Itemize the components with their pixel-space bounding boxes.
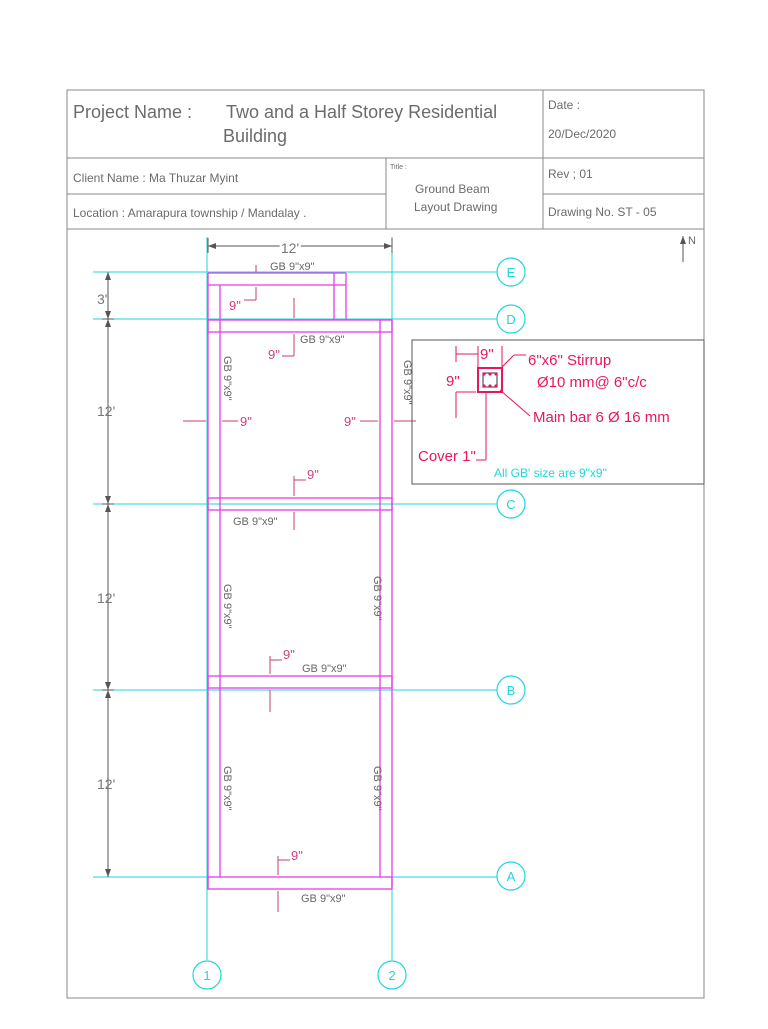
title-block-frame [67, 90, 704, 998]
dim-top-label: 12' [280, 240, 300, 256]
date-value: 20/Dec/2020 [548, 127, 617, 141]
grid-label-A: A [506, 869, 516, 884]
dim-9-3: 9" [240, 414, 252, 429]
grid-bubble-labels [203, 265, 515, 983]
revision: Rev ; 01 [548, 167, 593, 181]
section-width-label: 9" [480, 346, 494, 363]
beam-labels-horizontal [233, 261, 347, 905]
project-name-line2: Building [223, 126, 288, 146]
beam-label-1-DC: GB 9"x9" [221, 356, 233, 401]
stirrup-label: 6"x6" Stirrup [528, 352, 612, 369]
dim-9-2: 9" [268, 347, 280, 362]
section-note: All GB' size are 9"x9" [494, 466, 607, 480]
drawing-number: Drawing No. ST - 05 [548, 205, 657, 219]
north-label: N [688, 235, 696, 247]
dimension-lines [102, 238, 392, 877]
beam-section-detail [412, 340, 704, 484]
section-height-label: 9" [446, 373, 460, 390]
project-label: Project Name : [73, 102, 193, 122]
beam-label-2-BA: GB 9"x9" [371, 766, 383, 811]
stirrup-spacing-label: Ø10 mm@ 6"c/c [537, 374, 647, 391]
dim-left-12a: 12' [97, 403, 116, 419]
beam-label-C: GB 9"x9" [233, 516, 278, 528]
title-label: Title : [390, 164, 407, 171]
dim-9-4: 9" [344, 414, 356, 429]
project-name-line1: Two and a Half Storey Residential [226, 102, 498, 122]
dim-9-5: 9" [307, 467, 319, 482]
client-name: Client Name : Ma Thuzar Myint [73, 171, 239, 185]
drawing-title-line1: Ground Beam [415, 182, 490, 196]
main-bar-label: Main bar 6 Ø 16 mm [533, 409, 670, 426]
grid-label-D: D [506, 312, 516, 327]
dim-left-12b: 12' [97, 590, 116, 606]
beam-label-2-DC: GB 9"x9" [401, 360, 413, 405]
dim-left-3: 3' [97, 291, 108, 307]
grid-bubbles [193, 258, 525, 989]
beam-label-A: GB 9"x9" [301, 893, 346, 905]
grid-label-E: E [506, 265, 516, 280]
beam-label-1-BA: GB 9"x9" [221, 766, 233, 811]
section-outline [478, 368, 502, 392]
beam-label-D: GB 9"x9" [300, 334, 345, 346]
beam-label-E: GB 9"x9" [270, 261, 315, 273]
dim-left-12c: 12' [97, 776, 116, 792]
cover-label: Cover 1" [418, 448, 476, 465]
grid-label-B: B [506, 683, 516, 698]
grid-label-1: 1 [203, 968, 211, 983]
location: Location : Amarapura township / Mandalay . [73, 206, 307, 220]
dimension-arrows [105, 243, 392, 877]
dim-9-6: 9" [283, 647, 295, 662]
dim-9-1: 9" [229, 298, 241, 313]
drawing-title-line2: Layout Drawing [414, 200, 498, 214]
dim-9-7: 9" [291, 848, 303, 863]
beam-label-2-CB: GB 9"x9" [371, 576, 383, 621]
ground-beams [208, 273, 392, 889]
beam-label-B: GB 9"x9" [302, 663, 347, 675]
nine-inch-labels [229, 298, 356, 863]
grid-label-2: 2 [388, 968, 396, 983]
date-label: Date : [548, 98, 581, 112]
north-marker [680, 235, 696, 262]
grid-label-C: C [506, 497, 516, 512]
beam-label-1-CB: GB 9"x9" [221, 584, 233, 629]
